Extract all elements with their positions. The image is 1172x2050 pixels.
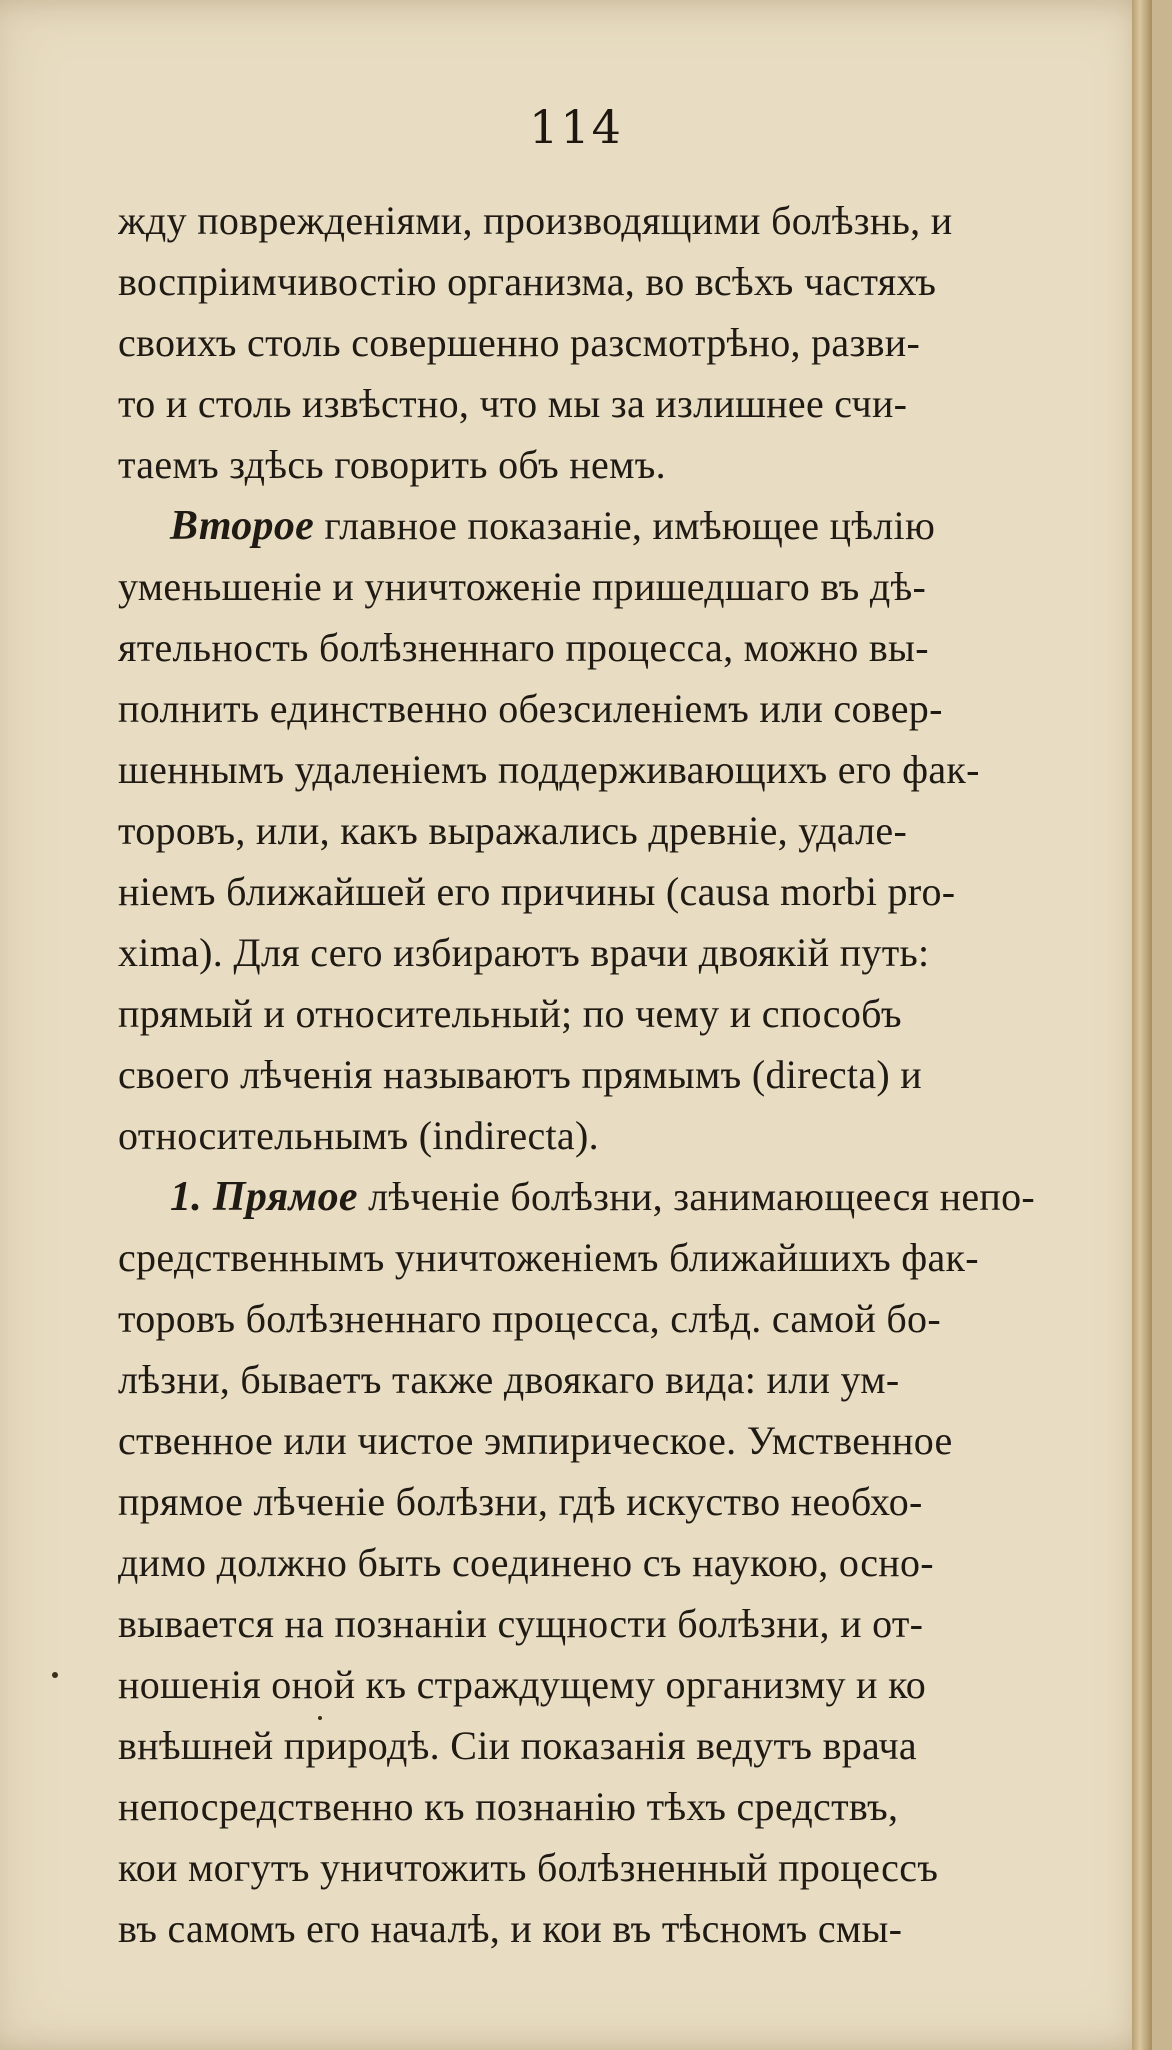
line-text: ношенiя оной къ страждущему организму и ко <box>118 1662 927 1707</box>
text-line <box>118 1776 1152 1837</box>
text-line <box>118 861 1152 922</box>
line-text: ятельность болѣзненнаго процесса, можно вы- <box>118 625 929 670</box>
line-text: таемъ здѣсь говорить объ немъ. <box>118 442 666 487</box>
text-line <box>118 1715 1152 1776</box>
text-line <box>118 1410 1152 1471</box>
text-line <box>118 1105 1152 1166</box>
text-line <box>118 1227 1152 1288</box>
line-text: относительнымъ (indirecta). <box>118 1113 599 1158</box>
text-line <box>118 373 1152 434</box>
ink-speck <box>52 1672 58 1678</box>
text-line <box>118 1349 1152 1410</box>
text-line <box>118 1837 1152 1898</box>
line-text: прямое лѣченiе болѣзни, гдѣ искуство необхо- <box>118 1479 923 1524</box>
line-text: жду поврежденiями, производящими болѣзнь, и <box>118 198 953 243</box>
line-text: нiемъ ближайшей его причины (causa morbi pro- <box>118 869 956 914</box>
line-text: внѣшней природѣ. Сiи показанiя ведутъ врача <box>118 1723 917 1768</box>
line-text: прямый и относительный; по чему и способъ <box>118 991 902 1036</box>
line-text: въ самомъ его началѣ, и кои въ тѣсномъ смы- <box>118 1906 903 1951</box>
text-line <box>118 1288 1152 1349</box>
text-line <box>118 434 1152 495</box>
line-text: шеннымъ удаленiемъ поддерживающихъ его фак- <box>118 747 980 792</box>
line-text: ственное или чистое эмпирическое. Умственное <box>118 1418 953 1463</box>
line-text: своего лѣченiя называютъ прямымъ (directa) и <box>118 1052 923 1097</box>
emphasized-term: 1. Прямое <box>170 1174 358 1220</box>
text-line <box>118 678 1152 739</box>
text-line <box>118 800 1152 861</box>
text-line <box>118 617 1152 678</box>
text-line <box>118 556 1152 617</box>
text-line <box>118 1471 1152 1532</box>
ink-speck <box>318 1716 322 1720</box>
line-text: димо должно быть соединено съ наукою, осно- <box>118 1540 934 1585</box>
line-text: средственнымъ уничтоженiемъ ближайшихъ фак- <box>118 1235 979 1280</box>
line-text: xima). Для сего избираютъ врачи двоякiй путь: <box>118 930 930 975</box>
line-text: непосредственно къ познанiю тѣхъ средствъ, <box>118 1784 899 1829</box>
text-line <box>118 922 1152 983</box>
page-number: 114 <box>529 100 623 154</box>
line-text: торовъ, или, какъ выражались древнiе, удале- <box>118 808 908 853</box>
text-line <box>118 190 1152 251</box>
text-line <box>118 1898 1152 1959</box>
line-text: воспрiимчивостiю организма, во всѣхъ частяхъ <box>118 259 937 304</box>
page-edge <box>1132 0 1152 2050</box>
line-text: кои могутъ уничтожить болѣзненный процессъ <box>118 1845 939 1890</box>
line-text: лѣзни, бываетъ также двоякаго вида: или ум- <box>118 1357 900 1402</box>
text-line <box>118 251 1152 312</box>
line-text: лѣченiе болѣзни, занимающееся непо- <box>357 1174 1036 1219</box>
line-text: уменьшенiе и уничтоженiе пришедшаго въ дѣ- <box>118 564 927 609</box>
line-text: то и столь извѣстно, что мы за излишнее счи- <box>118 381 908 426</box>
line-text: полнить единственно обезсиленiемъ или совер- <box>118 686 943 731</box>
text-line <box>118 1166 1152 1227</box>
line-text: главное показанiе, имѣющее цѣлiю <box>314 503 936 548</box>
text-line <box>118 983 1152 1044</box>
text-line <box>118 1654 1152 1715</box>
text-line <box>118 312 1152 373</box>
line-text: своихъ столь совершенно разсмотрѣно, разви- <box>118 320 921 365</box>
emphasized-term: Второе <box>170 503 315 549</box>
text-line <box>118 1532 1152 1593</box>
line-text: вывается на познанiи сущности болѣзни, и от- <box>118 1601 924 1646</box>
text-line <box>118 495 1152 556</box>
text-line <box>118 739 1152 800</box>
line-text: торовъ болѣзненнаго процесса, слѣд. самой бо- <box>118 1296 941 1341</box>
text-line <box>118 1044 1152 1105</box>
text-line <box>118 1593 1152 1654</box>
body-text <box>118 190 1152 1959</box>
